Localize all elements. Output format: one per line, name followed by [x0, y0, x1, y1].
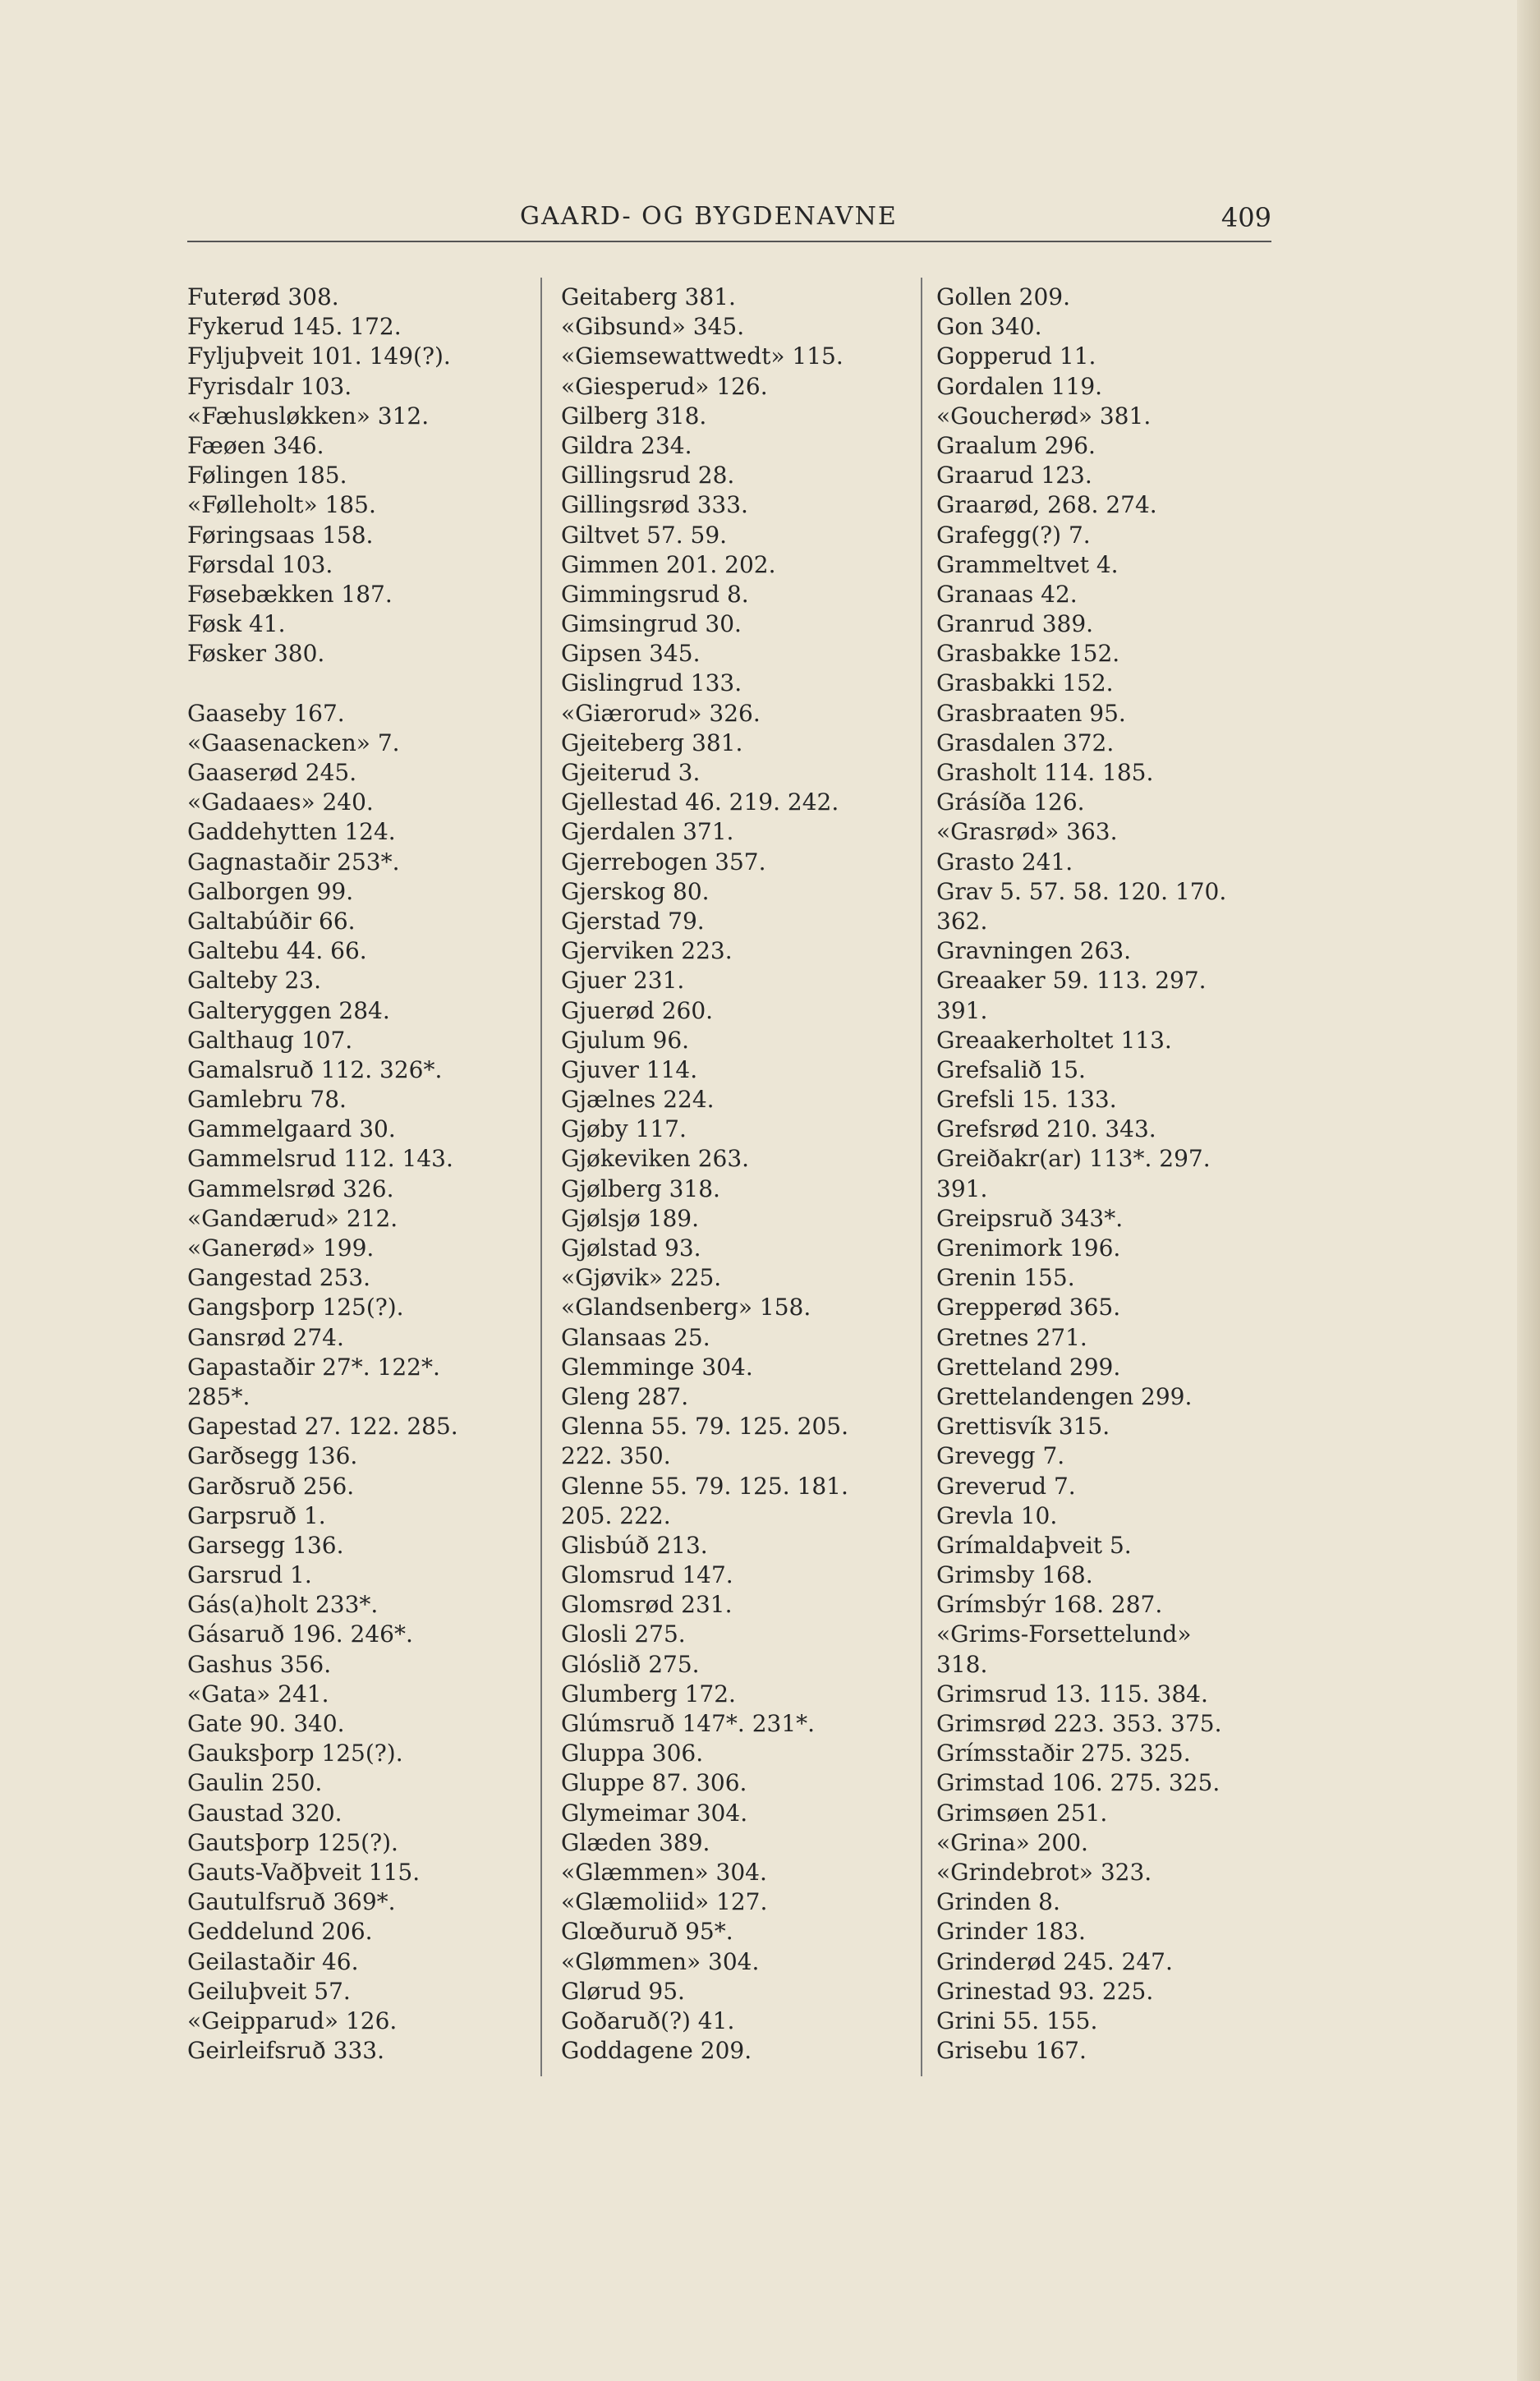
index-entry: Geitaberg 381.	[561, 283, 736, 310]
index-entry: «Gata» 241.	[187, 1680, 329, 1708]
index-entry: Gollen 209.	[936, 283, 1070, 310]
index-entry: Grinder 183.	[936, 1918, 1086, 1946]
column-divider	[921, 278, 922, 2076]
index-entry: Glomsrud 147.	[561, 1561, 733, 1589]
index-entry: Gillingsrød 333.	[561, 491, 748, 519]
index-entry: Grásíða 126.	[936, 788, 1085, 816]
index-entry: Grasbakke 152.	[936, 640, 1120, 668]
index-entry: «Geipparud» 126.	[187, 2006, 398, 2034]
index-entry: Geiluþveit 57.	[187, 1977, 351, 2005]
index-entry: Galthaug 107.	[187, 1026, 353, 1054]
index-entry: Glomsrød 231.	[561, 1591, 733, 1619]
index-entry: Geilastaðir 46.	[187, 1947, 359, 1975]
index-entry: Gjellestad 46. 219. 242.	[561, 788, 839, 816]
index-entry: Glúmsruð 147*. 231*.	[561, 1710, 816, 1737]
index-entry: Glosli 275.	[561, 1620, 686, 1648]
index-entry: «Giesperud» 126.	[561, 372, 768, 400]
index-entry: «Glæmoliid» 127.	[561, 1888, 768, 1916]
index-entry: Grammeltvet 4.	[936, 550, 1119, 578]
index-entry: Gamalsruð 112. 326*.	[187, 1055, 443, 1083]
index-entry: Granaas 42.	[936, 580, 1078, 608]
index-entry: Garsegg 136.	[187, 1531, 344, 1559]
index-entry: «Gandærud» 212.	[187, 1204, 398, 1232]
index-entry: Gás(a)holt 233*.	[187, 1591, 379, 1619]
index-entry: Gaustad 320.	[187, 1799, 342, 1827]
index-entry: Gapastaðir 27*. 122*.	[187, 1353, 440, 1381]
index-entry: «Grims-Forsettelund»	[936, 1620, 1192, 1648]
index-entry: Grímsbýr 168. 287.	[936, 1591, 1163, 1619]
index-entry: Gjuver 114.	[561, 1055, 698, 1083]
index-entry: Gjuerød 260.	[561, 996, 714, 1024]
index-entry: Graalum 296.	[936, 431, 1096, 459]
index-entry: Gluppa 306.	[561, 1740, 704, 1767]
index-entry: Glørud 95.	[561, 1977, 685, 2005]
index-entry: Grepperød 365.	[936, 1294, 1121, 1322]
index-entry: «Giemsewattwedt» 115.	[561, 342, 844, 370]
index-entry: «Grasrød» 363.	[936, 818, 1118, 846]
page-header	[187, 202, 1271, 238]
index-entry: Gammelsrød 326.	[187, 1174, 394, 1202]
index-entry: Gon 340.	[936, 313, 1042, 341]
index-entry: Grimsby 168.	[936, 1561, 1093, 1589]
index-entry: Gautsþorp 125(?).	[187, 1828, 398, 1856]
index-entry: Goddagene 209.	[561, 2037, 752, 2065]
index-entry: Greverud 7.	[936, 1472, 1076, 1500]
index-column-3	[936, 283, 1281, 2066]
index-entry: Grinestad 93. 225.	[936, 1977, 1154, 2005]
index-entry: «Glandsenberg» 158.	[561, 1294, 811, 1322]
index-entry: Greaakerholtet 113.	[936, 1026, 1172, 1054]
index-entry: Gaddehytten 124.	[187, 818, 396, 846]
index-entry: Gravningen 263.	[936, 937, 1132, 965]
index-entry: Gjølstad 93.	[561, 1234, 701, 1262]
index-entry: Garpsruð 1.	[187, 1501, 326, 1529]
index-entry: Granrud 389.	[936, 610, 1094, 638]
index-column-2	[561, 283, 910, 2066]
index-entry: Glenne 55. 79. 125. 181.	[561, 1472, 848, 1500]
index-entry: Gagnastaðir 253*.	[187, 848, 400, 876]
index-entry: Gillingsrud 28.	[561, 462, 735, 490]
index-entry: Greipsruð 343*.	[936, 1204, 1124, 1232]
index-entry: Graarud 123.	[936, 462, 1092, 490]
index-entry: Gretnes 271.	[936, 1323, 1087, 1351]
index-entry: Gashus 356.	[187, 1650, 332, 1678]
index-entry: Fyljuþveit 101. 149(?).	[187, 342, 451, 370]
index-entry: Glumberg 172.	[561, 1680, 736, 1708]
index-entry: Føsker 380.	[187, 640, 325, 668]
index-entry: Føsebækken 187.	[187, 580, 393, 608]
running-title: GAARD- OG BYGDENAVNE	[520, 202, 898, 231]
index-entry: Greaaker 59. 113. 297.	[936, 967, 1207, 995]
index-entry: Galtabúðir 66.	[187, 907, 356, 935]
header-rule	[187, 241, 1271, 242]
index-entry: Grasholt 114. 185.	[936, 759, 1154, 786]
index-entry: Gjerskog 80.	[561, 877, 710, 905]
page-number: 409	[1221, 202, 1271, 233]
index-entry: Gjøkeviken 263.	[561, 1145, 750, 1173]
index-entry: Føringsaas 158.	[187, 521, 374, 549]
index-entry: «Grindebrot» 323.	[936, 1858, 1152, 1886]
index-entry: Gordalen 119.	[936, 372, 1103, 400]
index-entry: Grímsstaðir 275. 325.	[936, 1740, 1191, 1767]
index-entry: Gauts-Vaðþveit 115.	[187, 1858, 421, 1886]
index-entry: Garðsruð 256.	[187, 1472, 355, 1500]
index-entry: Glóslið 275.	[561, 1650, 700, 1678]
index-column-1	[187, 283, 532, 2066]
index-entry	[187, 669, 532, 698]
index-entry: Gjuer 231.	[561, 967, 685, 995]
index-entry: Geirleifsruð 333.	[187, 2037, 385, 2065]
index-entry: Gluppe 87. 306.	[561, 1769, 747, 1797]
index-entry: «Ganerød» 199.	[187, 1234, 375, 1262]
index-entry: «Fæhusløkken» 312.	[187, 402, 430, 430]
index-entry: Greiðakr(ar) 113*. 297.	[936, 1145, 1211, 1173]
index-entry: Galteby 23.	[187, 967, 322, 995]
index-entry: Glœðuruð 95*.	[561, 1918, 733, 1946]
index-entry: 222. 350.	[561, 1442, 671, 1470]
index-entry: Grasto 241.	[936, 848, 1073, 876]
index-entry: 285*.	[187, 1382, 251, 1410]
index-entry: Gjeiterud 3.	[561, 759, 701, 786]
index-entry: Gammelgaard 30.	[187, 1115, 396, 1143]
index-entry: Gimmingsrud 8.	[561, 580, 749, 608]
index-entry: Grefsli 15. 133.	[936, 1086, 1117, 1114]
page-edge	[1517, 0, 1540, 2381]
index-entry: Grimsøen 251.	[936, 1799, 1108, 1827]
index-entry: Grimstad 106. 275. 325.	[936, 1769, 1221, 1797]
index-entry: Glemminge 304.	[561, 1353, 753, 1381]
index-entry: Gjulum 96.	[561, 1026, 690, 1054]
index-entry: Fykerud 145. 172.	[187, 313, 402, 341]
index-entry: Gaaserød 245.	[187, 759, 357, 786]
index-entry: Gjerrebogen 357.	[561, 848, 766, 876]
index-entry: Garðsegg 136.	[187, 1442, 358, 1470]
index-entry: 318.	[936, 1650, 988, 1678]
index-entry: Giltvet 57. 59.	[561, 521, 728, 549]
index-entry: Grevla 10.	[936, 1501, 1058, 1529]
index-entry: Førsdal 103.	[187, 550, 333, 578]
index-entry: Gjøby 117.	[561, 1115, 687, 1143]
index-entry: Geddelund 206.	[187, 1918, 373, 1946]
index-entry: Gretteland 299.	[936, 1353, 1121, 1381]
index-entry: Grevegg 7.	[936, 1442, 1065, 1470]
index-entry: «Giærorud» 326.	[561, 699, 761, 727]
index-entry: Glenna 55. 79. 125. 205.	[561, 1413, 848, 1441]
index-entry: Glansaas 25.	[561, 1323, 710, 1351]
index-entry: 391.	[936, 996, 988, 1024]
index-entry: Grefsrød 210. 343.	[936, 1115, 1156, 1143]
index-entry: Grasbakki 152.	[936, 669, 1114, 697]
index-entry: Graarød, 268. 274.	[936, 491, 1157, 519]
index-entry: Futerød 308.	[187, 283, 339, 310]
index-entry: Gjølsjø 189.	[561, 1204, 700, 1232]
index-entry: Garsrud 1.	[187, 1561, 312, 1589]
index-entry: «Gadaaes» 240.	[187, 788, 374, 816]
index-entry: 362.	[936, 907, 988, 935]
index-entry: Grinderød 245. 247.	[936, 1947, 1173, 1975]
index-entry: Gjerdalen 371.	[561, 818, 734, 846]
index-entry: «Gaasenacken» 7.	[187, 729, 400, 756]
index-entry: «Glømmen» 304.	[561, 1947, 760, 1975]
index-entry: Grenimork 196.	[936, 1234, 1121, 1262]
index-entry: Gansrød 274.	[187, 1323, 344, 1351]
index-entry: Gammelsrud 112. 143.	[187, 1145, 453, 1173]
index-entry: Føsk 41.	[187, 610, 286, 638]
index-entry: Gimmen 201. 202.	[561, 550, 776, 578]
index-entry: Gilberg 318.	[561, 402, 707, 430]
index-entry: Grenin 155.	[936, 1264, 1075, 1292]
index-entry: Grímaldaþveit 5.	[936, 1531, 1132, 1559]
index-entry: «Goucherød» 381.	[936, 402, 1152, 430]
index-entry: «Gibsund» 345.	[561, 313, 745, 341]
index-entry: Galtebu 44. 66.	[187, 937, 367, 965]
index-entry: Grettisvík 315.	[936, 1413, 1110, 1441]
index-entry: Glisbúð 213.	[561, 1531, 708, 1559]
index-entry: «Følleholt» 185.	[187, 491, 376, 519]
index-entry: Følingen 185.	[187, 462, 347, 490]
index-entry: Gjælnes 224.	[561, 1086, 715, 1114]
index-entry: Gjerstad 79.	[561, 907, 705, 935]
index-entry: Galteryggen 284.	[187, 996, 390, 1024]
index-entry: Gjeiteberg 381.	[561, 729, 743, 756]
index-entry: «Grina» 200.	[936, 1828, 1088, 1856]
index-entry: Fyrisdalr 103.	[187, 372, 352, 400]
index-entry: Gipsen 345.	[561, 640, 701, 668]
index-entry: Glæden 389.	[561, 1828, 710, 1856]
index-entry: 205. 222.	[561, 1501, 671, 1529]
index-entry: Grefsalið 15.	[936, 1055, 1086, 1083]
index-entry: Grasbraaten 95.	[936, 699, 1126, 727]
index-entry: Gásaruð 196. 246*.	[187, 1620, 413, 1648]
index-entry: 391.	[936, 1174, 988, 1202]
index-entry: Gaaseby 167.	[187, 699, 345, 727]
index-entry: Grisebu 167.	[936, 2037, 1087, 2065]
index-entry: Gamlebru 78.	[187, 1086, 347, 1114]
index-entry: Glymeimar 304.	[561, 1799, 748, 1827]
index-entry: Gautulfsruð 369*.	[187, 1888, 396, 1916]
index-entry: Grettelandengen 299.	[936, 1382, 1193, 1410]
index-entry: Gimsingrud 30.	[561, 610, 742, 638]
index-entry: Grini 55. 155.	[936, 2006, 1098, 2034]
index-entry: Gapestad 27. 122. 285.	[187, 1413, 458, 1441]
index-entry: «Gjøvik» 225.	[561, 1264, 722, 1292]
index-entry: Gauksþorp 125(?).	[187, 1740, 403, 1767]
index-entry: Gleng 287.	[561, 1382, 689, 1410]
index-entry: Gjølberg 318.	[561, 1174, 720, 1202]
index-entry: Gopperud 11.	[936, 342, 1096, 370]
index-entry: «Glæmmen» 304.	[561, 1858, 767, 1886]
index-entry: Grinden 8.	[936, 1888, 1060, 1916]
index-entry: Gangsþorp 125(?).	[187, 1294, 404, 1322]
index-entry: Galborgen 99.	[187, 877, 354, 905]
index-entry: Fæøen 346.	[187, 431, 324, 459]
index-entry: Gislingrud 133.	[561, 669, 742, 697]
index-entry: Goðaruð(?) 41.	[561, 2006, 735, 2034]
index-entry: Grimsrød 223. 353. 375.	[936, 1710, 1222, 1737]
column-divider	[540, 278, 542, 2076]
index-entry: Grav 5. 57. 58. 120. 170.	[936, 877, 1227, 905]
index-entry: Gate 90. 340.	[187, 1710, 345, 1737]
index-entry: Grasdalen 372.	[936, 729, 1115, 756]
index-entry: Gangestad 253.	[187, 1264, 371, 1292]
index-entry: Grafegg(?) 7.	[936, 521, 1091, 549]
index-entry: Gaulin 250.	[187, 1769, 323, 1797]
index-entry: Gjerviken 223.	[561, 937, 733, 965]
index-entry: Gildra 234.	[561, 431, 692, 459]
index-entry: Grimsrud 13. 115. 384.	[936, 1680, 1208, 1708]
